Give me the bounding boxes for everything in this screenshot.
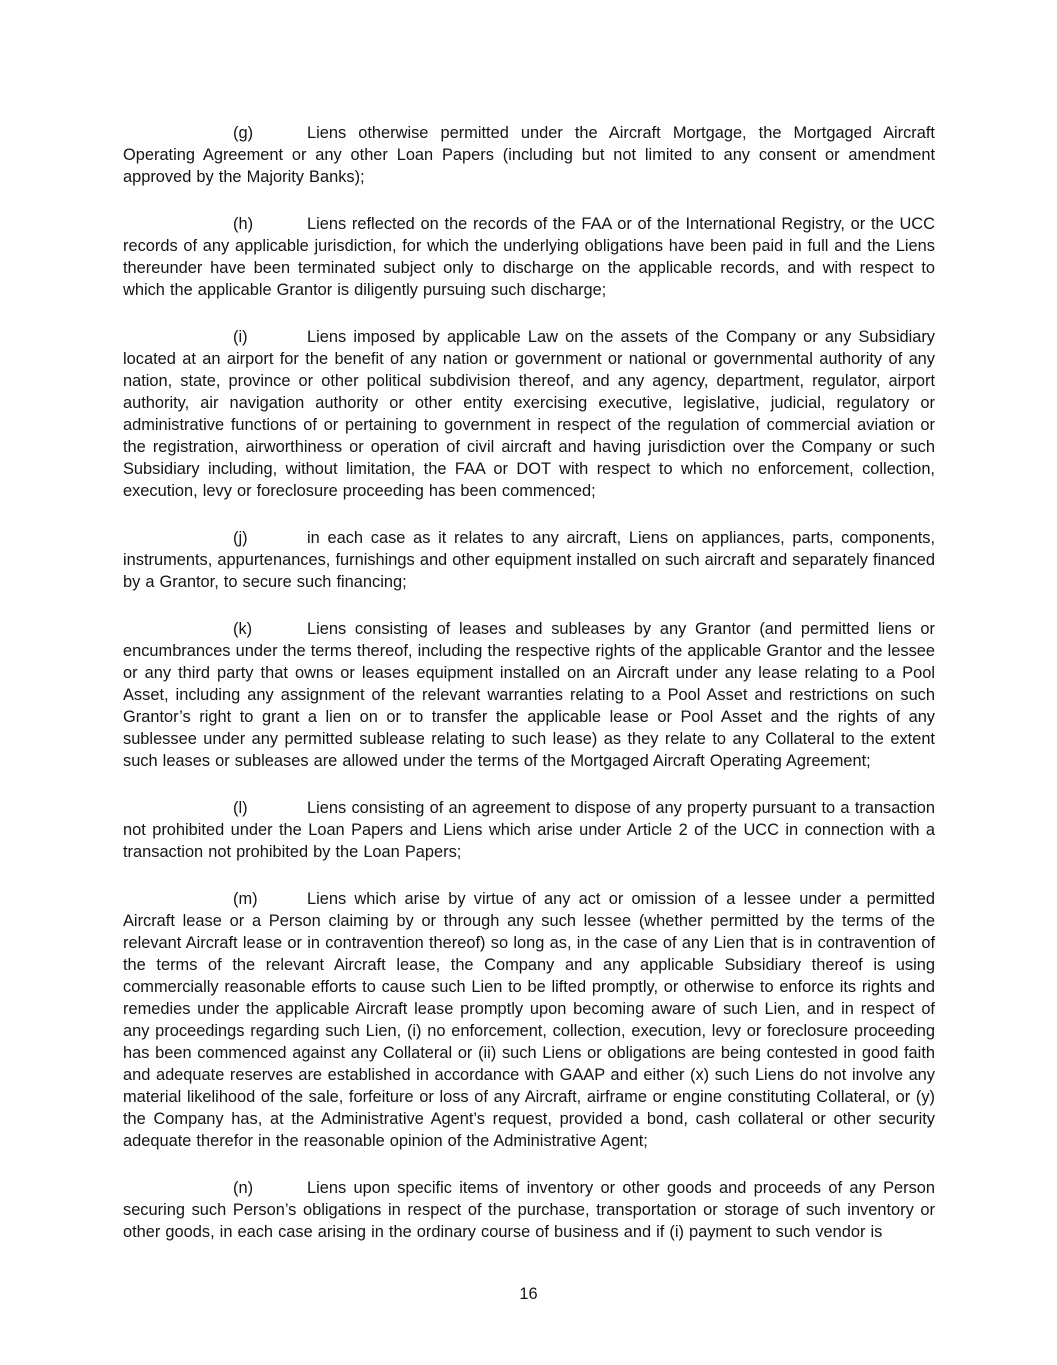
paragraph-j-label: (j) — [233, 529, 248, 547]
paragraph-n-text: Liens upon specific items of inventory or other goods and proceeds of any Person securing such Person’s obligations in respect of the purchase, transportation or storage of such inventory or other goods, in each case arising in the ordinary course of business and if (i) payment to such vendor is — [123, 1179, 935, 1241]
paragraph-n-label: (n) — [233, 1179, 254, 1197]
paragraph-m — [123, 888, 935, 1152]
paragraph-m-label: (m) — [233, 890, 258, 908]
paragraph-k-text: Liens consisting of leases and subleases by any Grantor (and permitted liens or encumbrances under the terms thereof, including the respective rights of the applicable Grantor and the lessee or any third party that owns or leases equipment installed on an Aircraft under any lease relating to a Pool Asset, including any assignment of the relevant warranties relating to a Pool Asset and restrictions on such Grantor’s right to grant a lien on or to transfer the applicable lease or Pool Asset and the rights of any sublessee under any permitted sublease relating to such lease) as they relate to any Collateral to the extent such leases or subleases are allowed under the terms of the Mortgaged Aircraft Operating Agreement; — [123, 620, 935, 770]
paragraph-g-text: Liens otherwise permitted under the Aircraft Mortgage, the Mortgaged Aircraft Operating Agreement or any other Loan Papers (including but not limited to any consent or amendment approved by the Majority Banks); — [123, 124, 935, 186]
document-body — [123, 122, 935, 1268]
paragraph-k — [123, 618, 935, 772]
paragraph-m-text: Liens which arise by virtue of any act or omission of a lessee under a permitted Aircraft lease or a Person claiming by or through any such lessee (whether permitted by the terms of the relevant Aircraft lease or in contravention thereof) so long as, in the case of any Lien that is in contravention of the terms of the relevant Aircraft lease, the Company and any applicable Subsidiary thereof is using commercially reasonable efforts to cause such Lien to be lifted promptly, or otherwise to enforce its rights and remedies under the applicable Aircraft lease promptly upon becoming aware of such Lien, and in respect of any proceedings regarding such Lien, (i) no enforcement, collection, execution, levy or foreclosure proceeding has been commenced against any Collateral or (ii) such Liens or obligations are being contested in good faith and adequate reserves are established in accordance with GAAP and either (x) such Liens do not involve any material likelihood of the sale, forfeiture or loss of any Aircraft, airframe or engine constituting Collateral, or (y) the Company has, at the Administrative Agent’s request, provided a bond, cash collateral or other security adequate therefor in the reasonable opinion of the Administrative Agent; — [123, 890, 935, 1150]
paragraph-h-label: (h) — [233, 215, 254, 233]
paragraph-h — [123, 213, 935, 301]
paragraph-i-label: (i) — [233, 328, 248, 346]
paragraph-i — [123, 326, 935, 502]
paragraph-h-text: Liens reflected on the records of the FAA or of the International Registry, or the UCC records of any applicable jurisdiction, for which the underlying obligations have been paid in full and the Liens thereunder have been terminated subject only to discharge on the applicable records, and with respect to which the applicable Grantor is diligently pursuing such discharge; — [123, 215, 935, 299]
paragraph-n — [123, 1177, 935, 1243]
paragraph-j-text: in each case as it relates to any aircraft, Liens on appliances, parts, components, instruments, appurtenances, furnishings and other equipment installed on such aircraft and separately financed by a Grantor, to secure such financing; — [123, 529, 935, 591]
paragraph-l-text: Liens consisting of an agreement to dispose of any property pursuant to a transaction not prohibited under the Loan Papers and Liens which arise under Article 2 of the UCC in connection with a transaction not prohibited by the Loan Papers; — [123, 799, 935, 861]
paragraph-i-text: Liens imposed by applicable Law on the assets of the Company or any Subsidiary located at an airport for the benefit of any nation or government or national or governmental authority of any nation, state, province or other political subdivision thereof, and any agency, department, regulator, airport authority, air navigation authority or other entity exercising executive, legislative, judicial, regulatory or administrative functions of or pertaining to government in respect of the regulation of commercial aviation or the registration, airworthiness or operation of civil aircraft and having jurisdiction over the Company or such Subsidiary including, without limitation, the FAA or DOT with respect to which no enforcement, collection, execution, levy or foreclosure proceeding has been commenced; — [123, 328, 935, 500]
paragraph-j — [123, 527, 935, 593]
paragraph-g-label: (g) — [233, 124, 254, 142]
paragraph-l — [123, 797, 935, 863]
page-number: 16 — [519, 1285, 538, 1303]
paragraph-g — [123, 122, 935, 188]
paragraph-l-label: (l) — [233, 799, 248, 817]
paragraph-k-label: (k) — [233, 620, 253, 638]
